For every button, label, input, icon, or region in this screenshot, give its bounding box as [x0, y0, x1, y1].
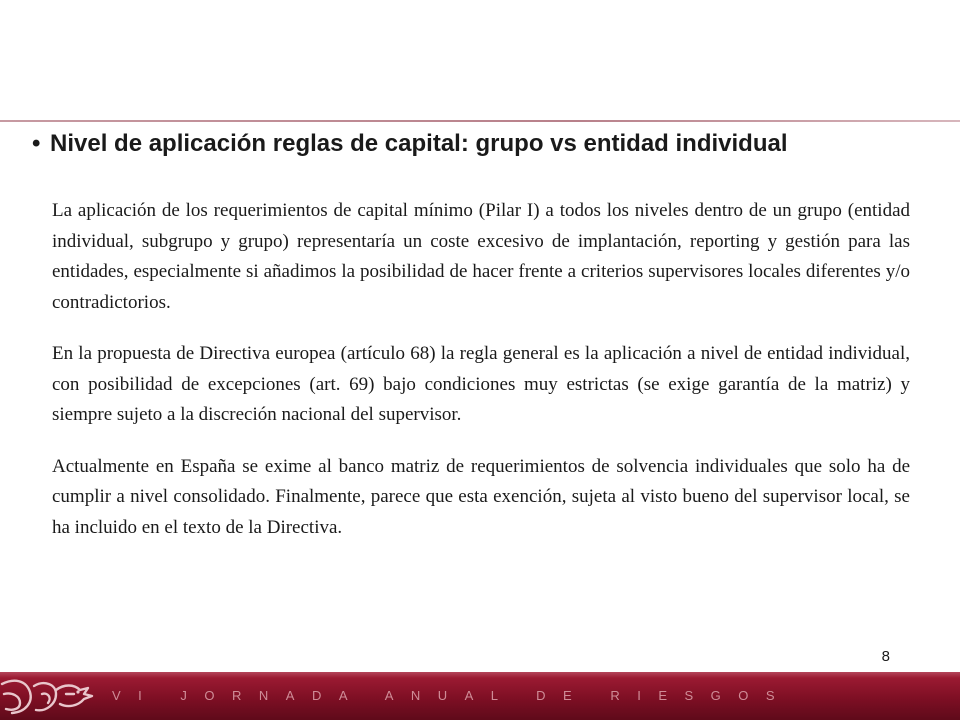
paragraph-2: En la propuesta de Directiva europea (artículo 68) la regla general es la aplicación a nivel de entidad individual, con posibilidad de excepciones (art. 69) bajo condiciones muy estrictas (se exige garantía de la matriz) y siempre sujeto a la discreción nacional del supervisor. [52, 343, 910, 425]
slide-body [52, 196, 910, 564]
page-number: 8 [881, 648, 890, 665]
heading-bullet: • [32, 130, 41, 157]
paragraph-1: La aplicación de los requerimientos de capital mínimo (Pilar I) a todos los niveles dentro de un grupo (entidad individual, subgrupo y grupo) representaría un coste excesivo de implantación, reporting y gestión para las entidades, especialmente si añadimos la posibilidad de hacer frente a criterios supervisores locales diferentes y/o contradictorios. [52, 200, 910, 313]
footer-event-title: VI JORNADA ANUAL DE RIESGOS [112, 688, 793, 703]
paragraph-3: Actualmente en España se exime al banco matriz de requerimientos de solvencia individuales que solo ha de cumplir a nivel consolidado. Finalmente, parece que esta exención, sujeta al visto bueno del supervisor local, se ha incluido en el texto de la Directiva. [52, 455, 910, 538]
header-divider [0, 120, 960, 122]
footer-highlight [0, 672, 960, 678]
heading-text: Nivel de aplicación reglas de capital: grupo vs entidad individual [50, 130, 788, 157]
slide-heading [32, 130, 932, 158]
dragon-logo-icon [0, 672, 96, 720]
